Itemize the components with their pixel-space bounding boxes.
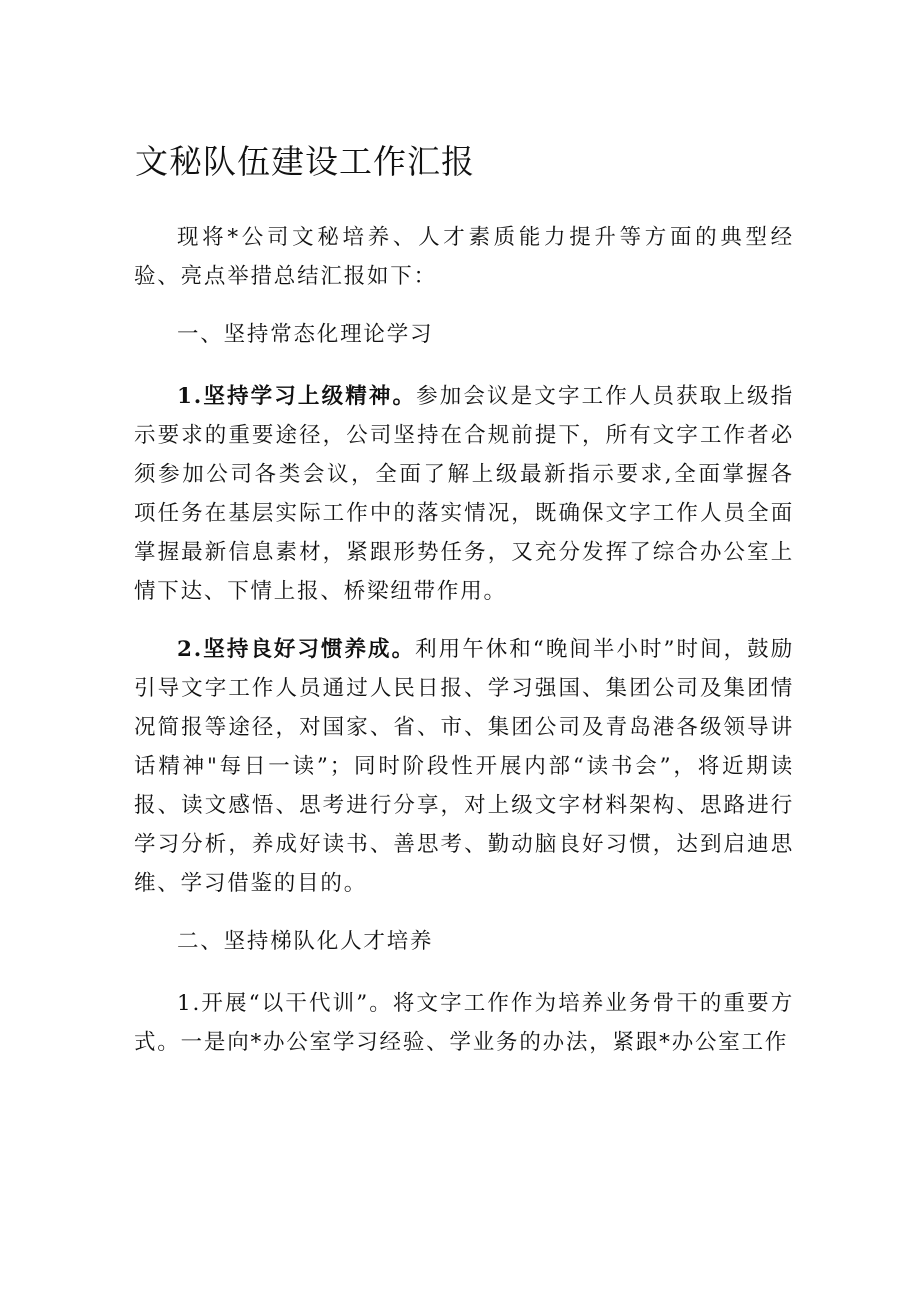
section-2-heading: 二、坚持梯队化人才培养 — [177, 929, 434, 954]
section-1-heading: 一、坚持常态化理论学习 — [177, 322, 434, 347]
section-1-item-2-text: 利用午休和“晚间半小时”时间，鼓励引导文字工作人员通过人民日报、学习强国、集团公司及集团情况简报等途径，对国家、省、市、集团公司及青岛港各级领导讲话精神"每日一读”；同时阶段性开展内部“读书会”，将近期读报、读文感悟、思考进行分享，对上级文字材料架构、思路进行学习分析，养成好读书、善思考、勤动脑良好习惯，达到启迪思维、学习借鉴的目的。 — [134, 637, 794, 896]
section-1-item-1 — [134, 377, 794, 611]
section-1-item-2 — [134, 630, 794, 903]
section-1-item-2-lead: 2.坚持良好习惯养成。 — [177, 637, 416, 662]
section-2-item-1: 1.开展“以干代训”。将文字工作作为培养业务骨干的重要方式。一是向*办公室学习经验、学业务的办法，紧跟*办公室工作 — [134, 991, 794, 1055]
document-body — [134, 218, 794, 1081]
section-1-item-1-lead: 1.坚持学习上级精神。 — [177, 384, 417, 409]
document-title: 文秘队伍建设工作汇报 — [135, 142, 475, 181]
intro-paragraph: 现将*公司文秘培养、人才素质能力提升等方面的典型经验、亮点举措总结汇报如下： — [134, 225, 794, 289]
section-1-item-1-text: 参加会议是文字工作人员获取上级指示要求的重要途径，公司坚持在合规前提下，所有文字工作者必须参加公司各类会议，全面了解上级最新指示要求,全面掌握各项任务在基层实际工作中的落实情况，既确保文字工作人员全面掌握最新信息素材，紧跟形势任务，又充分发挥了综合办公室上情下达、下情上报、桥梁纽带作用。 — [134, 384, 794, 604]
